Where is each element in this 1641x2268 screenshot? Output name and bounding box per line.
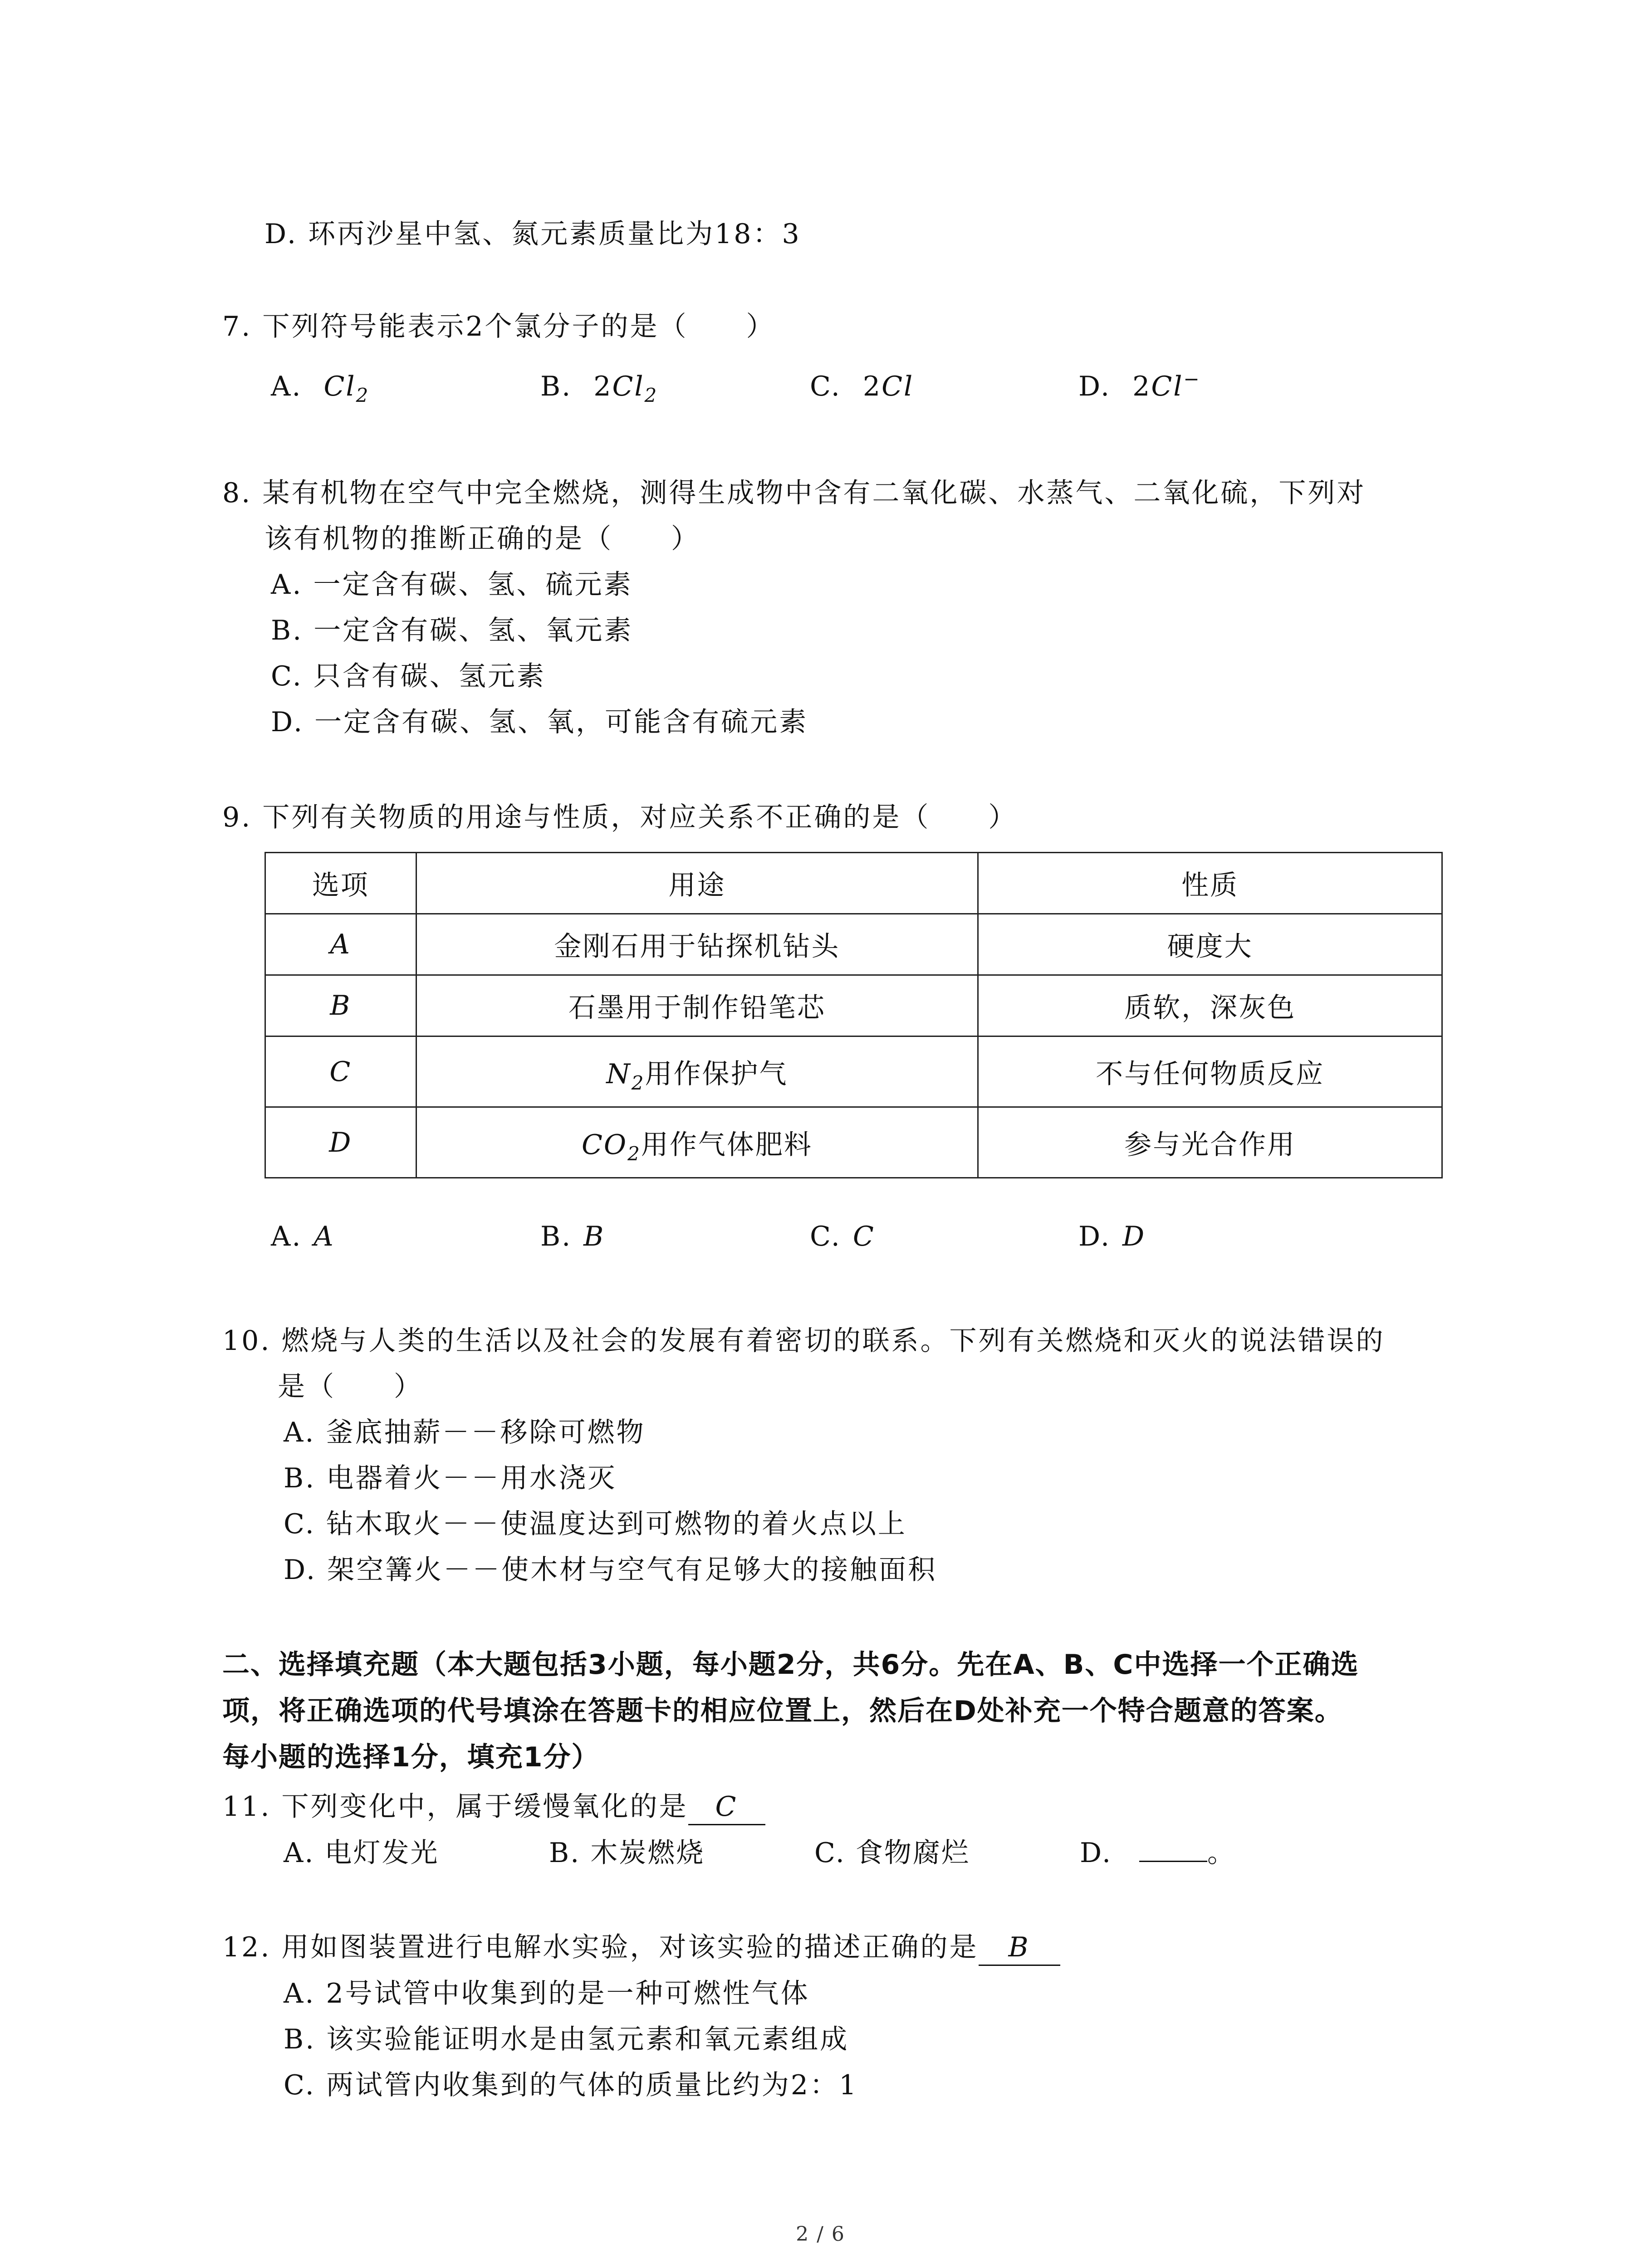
q7-option-b-formula: $2Cl_2$ <box>593 371 658 406</box>
q8-option-b: B. 一定含有碳、氢、氧元素 <box>271 615 633 646</box>
table-cell-use: $N_2$用作保护气 <box>416 1036 978 1107</box>
table-row <box>265 975 1442 1036</box>
table-cell-property: 参与光合作用 <box>978 1107 1442 1178</box>
q8-option-a: A. 一定含有碳、氢、硫元素 <box>271 569 633 601</box>
q11-option-d: D. 。 <box>1080 1837 1236 1869</box>
table-cell-property: 质软，深灰色 <box>978 975 1442 1036</box>
q8-option-c: C. 只含有碳、氢元素 <box>271 660 546 692</box>
q7-stem: 7. 下列符号能表示2个氯分子的是（ ） <box>222 311 775 342</box>
q9-stem: 9. 下列有关物质的用途与性质，对应关系不正确的是（ ） <box>222 802 1018 833</box>
table-header-property: 性质 <box>978 853 1442 914</box>
q7-option-c <box>810 369 914 404</box>
q10-option-b: B. 电器着火－－用水浇灭 <box>284 1462 617 1494</box>
section2-heading-line3: 每小题的选择1分，填充1分） <box>222 1741 600 1773</box>
q7-option-a-label: A. <box>271 371 302 402</box>
q7-option-d-formula: 2Cl− <box>1132 368 1201 402</box>
q7-option-a <box>271 369 369 404</box>
table-cell-property: 不与任何物质反应 <box>978 1036 1442 1107</box>
table-row <box>265 1036 1442 1107</box>
section2-heading-line2: 项，将正确选项的代号填涂在答题卡的相应位置上，然后在D处补充一个特合题意的答案。 <box>222 1695 1343 1727</box>
table-cell-use: $CO_2$用作气体肥料 <box>416 1107 978 1178</box>
table-cell-option: A <box>265 914 416 975</box>
q7-option-c-formula: 2Cl <box>862 371 914 402</box>
q8-stem-line2: 该有机物的推断正确的是（ ） <box>265 523 700 555</box>
table-cell-use: 金刚石用于钻探机钻头 <box>416 914 978 975</box>
q11-stem: 11. 下列变化中，属于缓慢氧化的是 C <box>222 1789 765 1825</box>
q9-options-table <box>265 852 1443 1178</box>
q11-option-a: A. 电灯发光 <box>284 1837 439 1869</box>
q12-option-b: B. 该实验能证明水是由氢元素和氧元素组成 <box>284 2024 849 2055</box>
q10-stem-line2: 是（ ） <box>278 1371 423 1403</box>
q8-option-d: D. 一定含有碳、氢、氧，可能含有硫元素 <box>271 706 808 738</box>
q12-stem: 12. 用如图装置进行电解水实验，对该实验的描述正确的是 B <box>222 1930 1060 1966</box>
q12-option-a: A. 2号试管中收集到的是一种可燃性气体 <box>284 1978 810 2009</box>
table-header-use: 用途 <box>416 853 978 914</box>
table-cell-option: B <box>265 975 416 1036</box>
table-header-row <box>265 853 1442 914</box>
q10-option-c: C. 钻木取火－－使温度达到可燃物的着火点以上 <box>284 1508 907 1540</box>
q8-stem-line1: 8. 某有机物在空气中完全燃烧，测得生成物中含有二氧化碳、水蒸气、二氧化硫，下列对 <box>222 477 1366 509</box>
q11-option-c: C. 食物腐烂 <box>814 1837 970 1869</box>
q10-option-d: D. 架空篝火－－使木材与空气有足够大的接触面积 <box>284 1554 937 1586</box>
q7-option-d <box>1078 369 1201 404</box>
table-cell-option: C <box>265 1036 416 1107</box>
table-cell-option: D <box>265 1107 416 1178</box>
q11-option-b: B. 木炭燃烧 <box>549 1837 705 1869</box>
table-row <box>265 1107 1442 1178</box>
q7-option-b <box>540 369 658 404</box>
q12-option-c: C. 两试管内收集到的气体的质量比约为2：1 <box>284 2069 858 2101</box>
section2-heading-line1: 二、选择填充题（本大题包括3小题，每小题2分，共6分。先在A、B、C中选择一个正确选 <box>222 1649 1359 1681</box>
q11-option-d-blank <box>1139 1861 1207 1862</box>
q10-option-a: A. 釜底抽薪－－移除可燃物 <box>284 1417 646 1448</box>
table-row <box>265 914 1442 975</box>
q7-option-b-label: B. <box>540 371 572 402</box>
page-number: 2 / 6 <box>796 2223 845 2246</box>
table-header-option: 选项 <box>265 853 416 914</box>
q7-option-d-label: D. <box>1078 371 1111 402</box>
q9-answer-a: A. A <box>271 1221 335 1252</box>
q10-stem-line1: 10. 燃烧与人类的生活以及社会的发展有着密切的联系。下列有关燃烧和灭火的说法错误的 <box>222 1325 1385 1357</box>
q11-answer-blank: C <box>688 1789 765 1825</box>
q7-option-a-formula: $Cl_2$ <box>323 371 370 406</box>
table-cell-property: 硬度大 <box>978 914 1442 975</box>
q12-answer-blank: B <box>979 1930 1060 1966</box>
q9-answer-b: B. B <box>540 1221 605 1252</box>
table-cell-use: 石墨用于制作铅笔芯 <box>416 975 978 1036</box>
q9-answer-d: D. D <box>1078 1221 1146 1252</box>
q6-option-d: D. 环丙沙星中氢、氮元素质量比为18：3 <box>265 218 801 250</box>
q7-option-c-label: C. <box>810 371 841 402</box>
q9-answer-c: C. C <box>810 1221 875 1252</box>
